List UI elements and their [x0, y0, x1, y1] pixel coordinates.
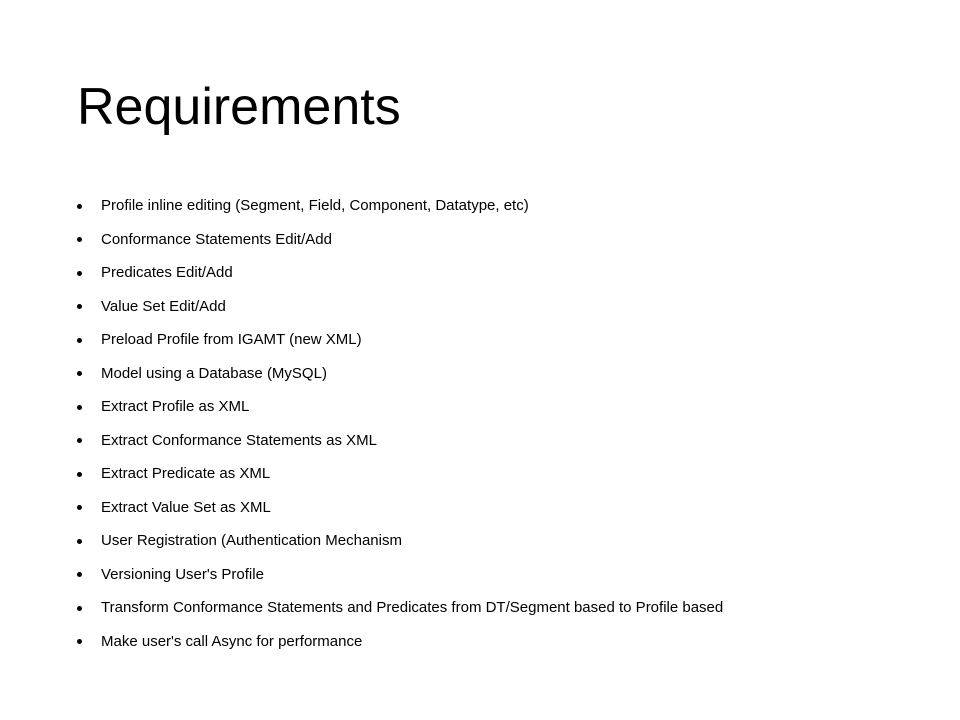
- bullet-text: Model using a Database (MySQL): [101, 364, 327, 382]
- bullet-item: [77, 223, 937, 257]
- bullet-dot-icon: [77, 472, 82, 477]
- bullet-item: [77, 457, 937, 491]
- bullet-dot-icon: [77, 304, 82, 309]
- bullet-item: [77, 424, 937, 458]
- bullet-dot-icon: [77, 438, 82, 443]
- bullet-item: [77, 491, 937, 525]
- bullet-item: [77, 591, 937, 625]
- bullet-list: [77, 189, 937, 658]
- bullet-text: Preload Profile from IGAMT (new XML): [101, 331, 362, 349]
- bullet-dot-icon: [77, 338, 82, 343]
- bullet-dot-icon: [77, 271, 82, 276]
- slide-title: Requirements: [77, 78, 401, 136]
- bullet-dot-icon: [77, 405, 82, 410]
- bullet-item: [77, 357, 937, 391]
- bullet-text: Versioning User's Profile: [101, 565, 264, 583]
- bullet-dot-icon: [77, 505, 82, 510]
- bullet-text: Extract Value Set as XML: [101, 498, 271, 516]
- bullet-item: [77, 558, 937, 592]
- bullet-text: Value Set Edit/Add: [101, 297, 226, 315]
- bullet-text: Extract Predicate as XML: [101, 465, 271, 483]
- bullet-text: Profile inline editing (Segment, Field, Component, Datatype, etc): [101, 197, 529, 215]
- bullet-dot-icon: [77, 606, 82, 611]
- bullet-dot-icon: [77, 371, 82, 376]
- bullet-dot-icon: [77, 204, 82, 209]
- bullet-item: [77, 390, 937, 424]
- bullet-text: Transform Conformance Statements and Predicates from DT/Segment based to Profile based: [101, 599, 724, 617]
- bullet-dot-icon: [77, 539, 82, 544]
- bullet-item: [77, 625, 937, 659]
- bullet-text: User Registration (Authentication Mechanism: [101, 532, 402, 550]
- bullet-text: Conformance Statements Edit/Add: [101, 230, 332, 248]
- bullet-text: Predicates Edit/Add: [101, 264, 233, 282]
- bullet-dot-icon: [77, 237, 82, 242]
- bullet-item: [77, 256, 937, 290]
- bullet-item: [77, 524, 937, 558]
- bullet-dot-icon: [77, 572, 82, 577]
- bullet-text: Extract Profile as XML: [101, 398, 250, 416]
- bullet-item: [77, 323, 937, 357]
- bullet-text: Extract Conformance Statements as XML: [101, 431, 377, 449]
- bullet-text: Make user's call Async for performance: [101, 632, 363, 650]
- bullet-item: [77, 290, 937, 324]
- bullet-dot-icon: [77, 639, 82, 644]
- bullet-item: [77, 189, 937, 223]
